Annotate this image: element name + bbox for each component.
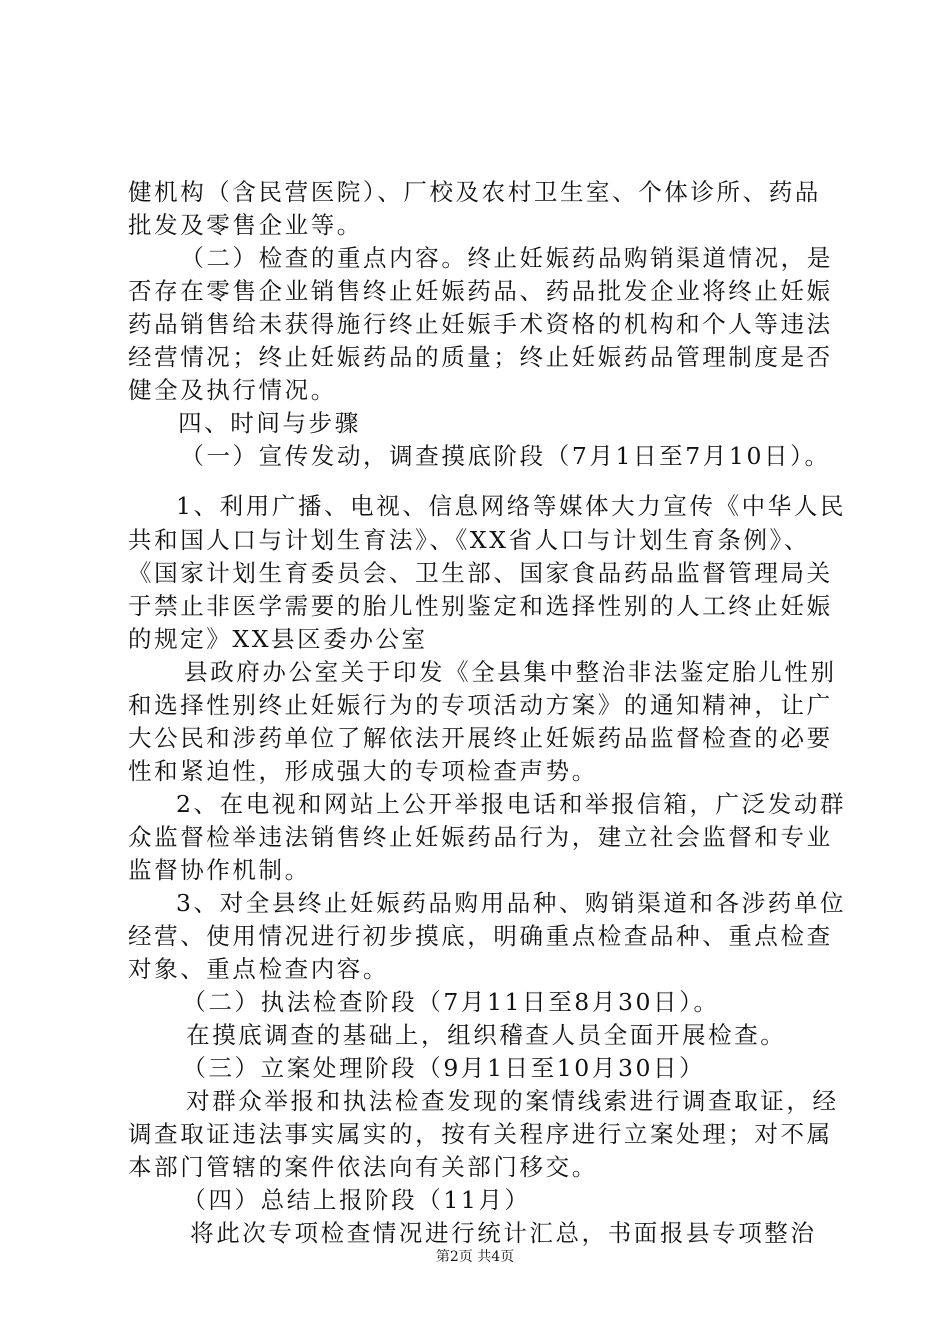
section-heading: 四、时间与步骤 bbox=[152, 409, 361, 437]
text-line: 的规定》XX县区委办公室 bbox=[128, 625, 428, 653]
text-line: 和选择性别终止妊娠行为的专项活动方案》的通知精神，让广 bbox=[128, 691, 833, 719]
text-line: 将此次专项检查情况进行统计汇总，书面报县专项整治 bbox=[164, 1219, 817, 1247]
text-line: 经营、使用情况进行初步摸底，明确重点检查品种、重点检查 bbox=[128, 922, 833, 950]
text-line: 大公民和涉药单位了解依法开展终止妊娠药品监督检查的必要 bbox=[128, 724, 833, 752]
text-line: 1、利用广播、电视、信息网络等媒体大力宣传《中华人民 bbox=[176, 492, 847, 520]
text-line: 健机构（含民营医院）、厂校及农村卫生室、个体诊所、药品 bbox=[128, 178, 821, 206]
text-line: 《国家计划生育委员会、卫生部、国家食品药品监督管理局关 bbox=[128, 559, 833, 587]
text-line: 调查取证违法事实属实的，按有关程序进行立案处理；对不属 bbox=[128, 1120, 833, 1148]
subsection-heading: （四）总结上报阶段（11月） bbox=[168, 1186, 531, 1214]
text-line: 经营情况；终止妊娠药品的质量；终止妊娠药品管理制度是否 bbox=[128, 343, 833, 371]
text-line: （二）检查的重点内容。终止妊娠药品购销渠道情况，是 bbox=[166, 244, 833, 272]
text-line: 本部门管辖的案件依法向有关部门移交。 bbox=[128, 1153, 598, 1181]
text-line: 对象、重点检查内容。 bbox=[128, 955, 389, 983]
text-line: 县政府办公室关于印发《全县集中整治非法鉴定胎儿性别 bbox=[158, 658, 837, 686]
subsection-heading: （一）宣传发动，调查摸底阶段（7月1日至7月10日）。 bbox=[166, 442, 831, 470]
text-line: 于禁止非医学需要的胎儿性别鉴定和选择性别的人工终止妊娠 bbox=[128, 592, 833, 620]
text-line: 批发及零售企业等。 bbox=[128, 211, 363, 239]
text-line: 否存在零售企业销售终止妊娠药品、药品批发企业将终止妊娠 bbox=[128, 277, 833, 305]
text-line: 共和国人口与计划生育法》、《XX省人口与计划生育条例》、 bbox=[128, 526, 811, 554]
text-line: 在摸底调查的基础上，组织稽查人员全面开展检查。 bbox=[160, 1021, 787, 1049]
subsection-heading: （二）执法检查阶段（7月11日至8月30日）。 bbox=[168, 988, 720, 1016]
subsection-heading: （三）立案处理阶段（9月1日至10月30日） bbox=[168, 1054, 706, 1082]
text-line: 监督协作机制。 bbox=[128, 856, 311, 884]
page-number-footer: 第2页 共4页 bbox=[435, 1249, 515, 1265]
text-line: 3、对全县终止妊娠药品购用品种、购销渠道和各涉药单位 bbox=[176, 889, 847, 917]
text-line: 众监督检举违法销售终止妊娠药品行为，建立社会监督和专业 bbox=[128, 823, 833, 851]
text-line: 性和紧迫性，形成强大的专项检查声势。 bbox=[128, 757, 598, 785]
text-line: 健全及执行情况。 bbox=[128, 376, 337, 404]
text-line: 2、在电视和网站上公开举报电话和举报信箱，广泛发动群 bbox=[176, 790, 847, 818]
text-line: 对群众举报和执法检查发现的案情线索进行调查取证，经 bbox=[160, 1087, 839, 1115]
text-line: 药品销售给未获得施行终止妊娠手术资格的机构和个人等违法 bbox=[128, 310, 833, 338]
